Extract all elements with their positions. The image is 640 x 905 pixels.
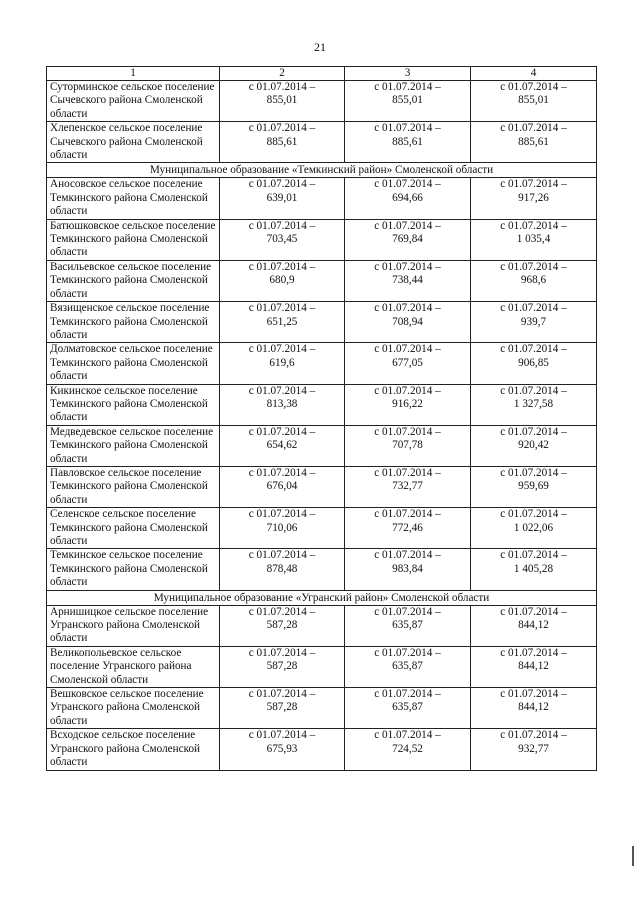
table-row	[47, 302, 597, 343]
tariff-value: 878,48	[266, 562, 298, 575]
section-header-row	[47, 590, 597, 605]
tariff-cell-col4	[471, 466, 597, 507]
tariff-value: 651,25	[266, 315, 298, 328]
tariff-cell-col4	[471, 688, 597, 729]
tariff-value: 738,44	[392, 274, 423, 287]
section-header-row	[47, 163, 597, 178]
tariff-cell-col4	[471, 508, 597, 549]
tariff-date: с 01.07.2014 –	[248, 466, 316, 479]
tariff-date: с 01.07.2014 –	[248, 81, 316, 93]
table-row	[47, 219, 597, 260]
tariff-cell-col4	[471, 646, 597, 687]
tariff-date: с 01.07.2014 –	[248, 384, 316, 397]
column-header-4: 4	[471, 67, 597, 81]
column-header-2: 2	[220, 67, 345, 81]
settlement-name: Вешковское сельское поселение Угранского района Смоленской области	[47, 688, 220, 729]
tariff-date: с 01.07.2014 –	[500, 688, 567, 701]
tariff-value: 635,87	[392, 619, 423, 632]
table-row	[47, 605, 597, 646]
tariff-cell-col4	[471, 219, 597, 260]
table-row	[47, 425, 597, 466]
tariff-cell-col3	[345, 384, 471, 425]
table-row	[47, 729, 597, 770]
tariff-value: 772,46	[392, 521, 423, 534]
tariff-value: 885,61	[392, 135, 423, 148]
tariff-date: с 01.07.2014 –	[374, 302, 441, 315]
table-body	[47, 81, 597, 771]
settlement-name: Аносовское сельское поселение Темкинского района Смоленской области	[47, 178, 220, 219]
tariff-date: с 01.07.2014 –	[374, 343, 441, 356]
tariff-date: с 01.07.2014 –	[248, 260, 316, 273]
table-row	[47, 81, 597, 122]
tariff-date: с 01.07.2014 –	[248, 688, 316, 701]
tariff-cell-col2	[220, 605, 345, 646]
tariff-value: 635,87	[392, 701, 423, 714]
tariff-cell-col4	[471, 122, 597, 163]
tariff-date: с 01.07.2014 –	[248, 219, 316, 232]
tariff-date: с 01.07.2014 –	[500, 508, 567, 521]
header-row	[47, 67, 597, 81]
table-row	[47, 343, 597, 384]
tariff-value: 677,05	[392, 356, 423, 369]
tariff-cell-col4	[471, 343, 597, 384]
tariff-cell-col2	[220, 646, 345, 687]
tariff-cell-col4	[471, 302, 597, 343]
tariff-date: с 01.07.2014 –	[248, 549, 316, 562]
settlement-name: Медведевское сельское поселение Темкинского района Смоленской области	[47, 425, 220, 466]
tariff-value: 968,6	[520, 274, 547, 287]
tariff-date: с 01.07.2014 –	[374, 122, 441, 135]
tariff-value: 1 405,28	[513, 562, 554, 575]
tariff-value: 916,22	[392, 397, 423, 410]
tariff-value: 1 327,58	[513, 397, 554, 410]
tariff-value: 703,45	[266, 233, 298, 246]
table-row	[47, 122, 597, 163]
tariff-date: с 01.07.2014 –	[500, 260, 567, 273]
tariff-value: 920,42	[518, 439, 549, 452]
tariff-date: с 01.07.2014 –	[248, 122, 316, 135]
tariff-date: с 01.07.2014 –	[374, 178, 441, 191]
settlement-name: Долматовское сельское поселение Темкинского района Смоленской области	[47, 343, 220, 384]
tariff-cell-col3	[345, 81, 471, 122]
settlement-name: Кикинское сельское поселение Темкинского района Смоленской области	[47, 384, 220, 425]
tariff-date: с 01.07.2014 –	[248, 343, 316, 356]
tariff-date: с 01.07.2014 –	[248, 729, 316, 742]
tariff-cell-col3	[345, 688, 471, 729]
settlement-name: Хлепенское сельское поселение Сычевского района Смоленской области	[47, 122, 220, 163]
tariff-cell-col4	[471, 384, 597, 425]
tariff-value: 983,84	[392, 562, 423, 575]
tariff-date: с 01.07.2014 –	[500, 302, 567, 315]
settlement-name: Васильевское сельское поселение Темкинского района Смоленской области	[47, 260, 220, 301]
tariff-value: 680,9	[269, 274, 295, 287]
tariff-value: 844,12	[518, 619, 549, 632]
table-row	[47, 549, 597, 590]
tariff-date: с 01.07.2014 –	[248, 646, 316, 659]
settlement-name: Вязищенское сельское поселение Темкинского района Смоленской области	[47, 302, 220, 343]
tariff-date: с 01.07.2014 –	[500, 605, 567, 618]
tariff-value: 708,94	[392, 315, 423, 328]
tariff-value: 1 022,06	[513, 521, 554, 534]
tariff-value: 939,7	[520, 315, 547, 328]
tariff-date: с 01.07.2014 –	[374, 729, 441, 742]
tariff-value: 959,69	[518, 480, 549, 493]
tariff-cell-col2	[220, 343, 345, 384]
tariff-value: 694,66	[392, 191, 423, 204]
tariff-value: 587,28	[266, 701, 298, 714]
tariff-cell-col2	[220, 688, 345, 729]
tariff-value: 885,61	[518, 135, 549, 148]
tariff-date: с 01.07.2014 –	[374, 508, 441, 521]
tariff-cell-col4	[471, 549, 597, 590]
tariff-value: 855,01	[518, 94, 549, 107]
tariff-cell-col2	[220, 466, 345, 507]
tariff-date: с 01.07.2014 –	[374, 605, 441, 618]
tariff-cell-col2	[220, 81, 345, 122]
settlement-name: Арнишицкое сельское поселение Угранского района Смоленской области	[47, 605, 220, 646]
tariff-value: 654,62	[266, 439, 298, 452]
tariff-cell-col2	[220, 729, 345, 770]
column-header-1: 1	[47, 67, 220, 81]
tariff-value: 769,84	[392, 233, 423, 246]
tariff-date: с 01.07.2014 –	[500, 384, 567, 397]
tariff-date: с 01.07.2014 –	[500, 122, 567, 135]
tariff-value: 635,87	[392, 660, 423, 673]
tariff-date: с 01.07.2014 –	[374, 466, 441, 479]
tariff-date: с 01.07.2014 –	[374, 688, 441, 701]
settlement-name: Суторминское сельское поселение Сычевского района Смоленской области	[47, 81, 220, 122]
tariff-date: с 01.07.2014 –	[374, 646, 441, 659]
tariff-cell-col4	[471, 178, 597, 219]
tariff-cell-col3	[345, 508, 471, 549]
tariff-value: 639,01	[266, 191, 298, 204]
settlement-name: Батюшковское сельское поселение Темкинского района Смоленской области	[47, 219, 220, 260]
tariff-cell-col2	[220, 260, 345, 301]
tariff-cell-col3	[345, 605, 471, 646]
settlement-name: Великопольевское сельское поселение Угранского района Смоленской области	[47, 646, 220, 687]
column-header-3: 3	[345, 67, 471, 81]
tariff-cell-col2	[220, 302, 345, 343]
tariff-date: с 01.07.2014 –	[248, 605, 316, 618]
tariff-value: 619,6	[269, 356, 295, 369]
tariff-cell-col3	[345, 178, 471, 219]
tariff-value: 587,28	[266, 660, 298, 673]
tariff-value: 1 035,4	[516, 233, 551, 246]
tariff-date: с 01.07.2014 –	[248, 508, 316, 521]
tariff-table	[46, 66, 597, 771]
scan-edge-mark	[632, 846, 634, 866]
tariff-value: 844,12	[518, 660, 549, 673]
tariff-cell-col2	[220, 178, 345, 219]
tariff-cell-col3	[345, 549, 471, 590]
tariff-date: с 01.07.2014 –	[500, 646, 567, 659]
tariff-cell-col3	[345, 646, 471, 687]
settlement-name: Всходское сельское поселение Угранского района Смоленской области	[47, 729, 220, 770]
tariff-cell-col2	[220, 425, 345, 466]
tariff-cell-col4	[471, 260, 597, 301]
tariff-date: с 01.07.2014 –	[500, 178, 567, 191]
tariff-cell-col3	[345, 343, 471, 384]
table-row	[47, 466, 597, 507]
settlement-name: Темкинское сельское поселение Темкинского района Смоленской области	[47, 549, 220, 590]
section-title: Муниципальное образование «Темкинский район» Смоленской области	[47, 163, 597, 178]
tariff-value: 724,52	[392, 742, 423, 755]
tariff-date: с 01.07.2014 –	[500, 729, 567, 742]
tariff-cell-col2	[220, 549, 345, 590]
tariff-cell-col4	[471, 425, 597, 466]
tariff-date: с 01.07.2014 –	[500, 425, 567, 438]
tariff-date: с 01.07.2014 –	[374, 425, 441, 438]
tariff-date: с 01.07.2014 –	[374, 219, 441, 232]
tariff-value: 676,04	[266, 480, 298, 493]
tariff-value: 917,26	[518, 191, 549, 204]
table-row	[47, 508, 597, 549]
tariff-value: 906,85	[518, 356, 549, 369]
tariff-date: с 01.07.2014 –	[500, 549, 567, 562]
tariff-value: 932,77	[518, 742, 549, 755]
settlement-name: Селенское сельское поселение Темкинского района Смоленской области	[47, 508, 220, 549]
tariff-date: с 01.07.2014 –	[248, 302, 316, 315]
tariff-cell-col3	[345, 122, 471, 163]
tariff-date: с 01.07.2014 –	[374, 81, 441, 93]
settlement-name: Павловское сельское поселение Темкинского района Смоленской области	[47, 466, 220, 507]
table-row	[47, 646, 597, 687]
tariff-cell-col4	[471, 81, 597, 122]
tariff-date: с 01.07.2014 –	[374, 260, 441, 273]
tariff-date: с 01.07.2014 –	[374, 549, 441, 562]
tariff-cell-col2	[220, 384, 345, 425]
tariff-date: с 01.07.2014 –	[500, 343, 567, 356]
tariff-value: 813,38	[266, 397, 298, 410]
table-row	[47, 384, 597, 425]
tariff-cell-col4	[471, 605, 597, 646]
table-header	[47, 67, 597, 81]
tariff-date: с 01.07.2014 –	[500, 81, 567, 93]
tariff-cell-col3	[345, 260, 471, 301]
tariff-cell-col3	[345, 466, 471, 507]
tariff-value: 844,12	[518, 701, 549, 714]
tariff-date: с 01.07.2014 –	[500, 219, 567, 232]
tariff-date: с 01.07.2014 –	[248, 178, 316, 191]
tariff-value: 675,93	[266, 742, 298, 755]
tariff-value: 732,77	[392, 480, 423, 493]
tariff-cell-col3	[345, 302, 471, 343]
table-row	[47, 260, 597, 301]
section-title: Муниципальное образование «Угранский район» Смоленской области	[47, 590, 597, 605]
tariff-date: с 01.07.2014 –	[248, 425, 316, 438]
tariff-cell-col3	[345, 425, 471, 466]
tariff-date: с 01.07.2014 –	[500, 466, 567, 479]
tariff-cell-col2	[220, 508, 345, 549]
tariff-cell-col2	[220, 122, 345, 163]
tariff-cell-col3	[345, 219, 471, 260]
tariff-value: 885,61	[266, 135, 298, 148]
tariff-value: 855,01	[392, 94, 423, 107]
tariff-date: с 01.07.2014 –	[374, 384, 441, 397]
tariff-value: 707,78	[392, 439, 423, 452]
table-row	[47, 688, 597, 729]
tariff-cell-col4	[471, 729, 597, 770]
tariff-value: 710,06	[266, 521, 298, 534]
table-row	[47, 178, 597, 219]
tariff-value: 587,28	[266, 619, 298, 632]
tariff-value: 855,01	[266, 94, 298, 107]
tariff-cell-col3	[345, 729, 471, 770]
page-number: 21	[314, 40, 326, 54]
tariff-cell-col2	[220, 219, 345, 260]
